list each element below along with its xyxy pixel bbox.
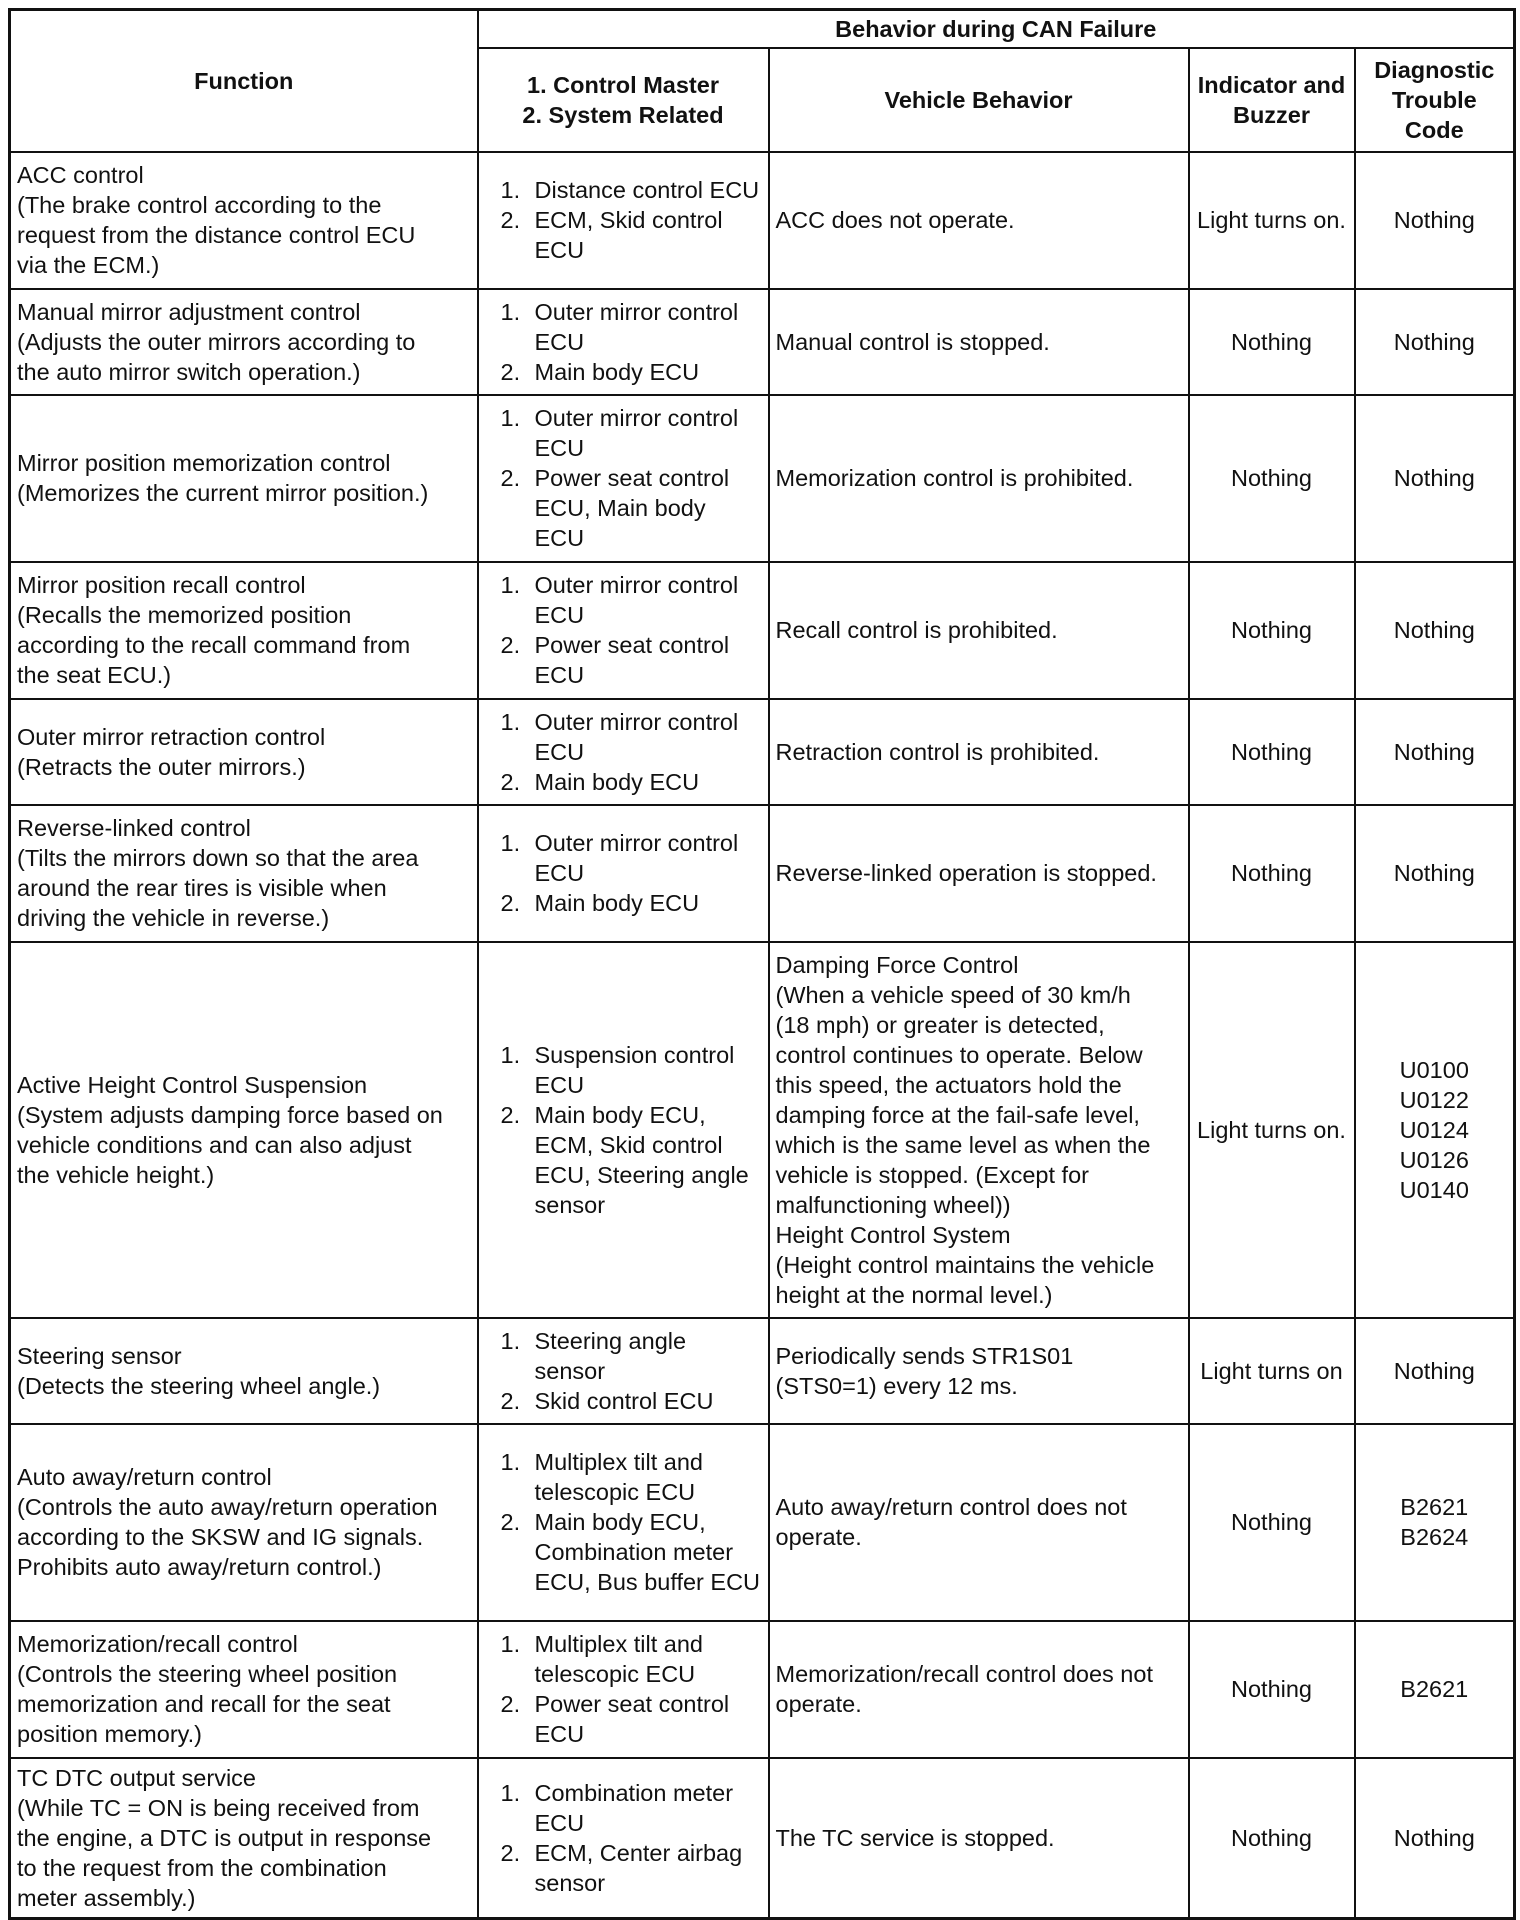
control-cell	[478, 1318, 769, 1424]
function-cell	[10, 1318, 478, 1424]
header-behavior-group: Behavior during CAN Failure	[478, 10, 1515, 48]
function-line: (While TC = ON is being received from	[17, 1794, 420, 1821]
header-dtc-line: Diagnostic	[1374, 56, 1495, 83]
dtc-cell	[1355, 1621, 1515, 1758]
function-line: to the request from the combination	[17, 1854, 387, 1881]
table-row	[10, 289, 1515, 395]
indicator-cell: Nothing	[1189, 1424, 1355, 1621]
function-line: Mirror position memorization control	[17, 450, 391, 476]
dtc-code: B2621	[1400, 1494, 1469, 1520]
dtc-cell	[1355, 289, 1515, 395]
dtc-code: U0122	[1399, 1086, 1469, 1113]
control-cell	[478, 942, 769, 1318]
control-item: Outer mirror control ECU	[534, 708, 739, 765]
control-item: Power seat control ECU	[534, 632, 730, 688]
header-control-master-line: 1. Control Master	[527, 71, 719, 98]
dtc-code: Nothing	[1393, 465, 1475, 491]
function-line: meter assembly.)	[17, 1884, 196, 1911]
can-failure-table	[8, 8, 1516, 1920]
dtc-cell	[1355, 562, 1515, 699]
control-cell	[478, 395, 769, 562]
function-line: (System adjusts damping force based on	[17, 1101, 443, 1128]
function-line: (Tilts the mirrors down so that the area	[17, 845, 419, 871]
function-line: according to the recall command from	[17, 632, 411, 658]
function-line: around the rear tires is visible when	[17, 875, 387, 901]
header-vehicle-behavior: Vehicle Behavior	[769, 48, 1189, 152]
vehicle-behavior-cell	[769, 942, 1189, 1318]
behavior-line: Auto away/return control does not	[775, 1494, 1127, 1520]
control-item: Suspension control ECU	[534, 1041, 735, 1098]
indicator-cell: Nothing	[1189, 805, 1355, 942]
function-line: (The brake control according to the	[17, 192, 382, 218]
function-line: Prohibits auto away/return control.)	[17, 1554, 382, 1580]
function-line: request from the distance control ECU	[17, 222, 416, 248]
control-item: Main body ECU, Combination meter ECU, Bus buffer ECU	[534, 1509, 761, 1595]
function-cell	[10, 699, 478, 805]
behavior-line: (When a vehicle speed of 30 km/h	[775, 981, 1131, 1008]
behavior-line: Periodically sends STR1S01	[775, 1342, 1074, 1369]
dtc-cell	[1355, 699, 1515, 805]
behavior-line: (18 mph) or greater is detected,	[775, 1011, 1105, 1038]
function-line: according to the SKSW and IG signals.	[17, 1524, 424, 1550]
control-item: ECM, Skid control ECU	[534, 207, 723, 263]
header-dtc-line: Trouble	[1391, 86, 1477, 113]
function-line: the vehicle height.)	[17, 1161, 215, 1188]
header-row-top	[10, 10, 1515, 48]
behavior-line: Height Control System	[775, 1221, 1011, 1248]
function-cell	[10, 1758, 478, 1919]
dtc-code: Nothing	[1393, 738, 1475, 765]
control-item: Main body ECU	[534, 768, 700, 795]
control-cell	[478, 152, 769, 289]
dtc-code: U0100	[1399, 1056, 1469, 1083]
control-item: Distance control ECU	[534, 177, 760, 203]
control-list	[485, 1629, 762, 1749]
behavior-line: operate.	[775, 1691, 862, 1717]
behavior-line: height at the normal level.)	[775, 1281, 1053, 1308]
control-cell	[478, 562, 769, 699]
control-list	[485, 297, 762, 387]
dtc-code: U0140	[1399, 1176, 1469, 1203]
indicator-cell: Light turns on	[1189, 1318, 1355, 1424]
dtc-cell	[1355, 1758, 1515, 1919]
behavior-line: Memorization control is prohibited.	[775, 465, 1134, 491]
dtc-code: Nothing	[1393, 328, 1475, 355]
control-list	[485, 1778, 762, 1898]
function-line: Memorization/recall control	[17, 1631, 298, 1657]
function-line: ACC control	[17, 162, 144, 188]
function-line: (Adjusts the outer mirrors according to	[17, 328, 416, 355]
control-list	[485, 707, 762, 797]
control-item: Steering angle sensor	[534, 1327, 687, 1384]
table-row	[10, 1318, 1515, 1424]
indicator-cell: Nothing	[1189, 562, 1355, 699]
header-control-master	[478, 48, 769, 152]
vehicle-behavior-cell	[769, 805, 1189, 942]
dtc-code: U0124	[1399, 1116, 1469, 1143]
header-indicator-line: Indicator and	[1197, 71, 1346, 98]
function-line: memorization and recall for the seat	[17, 1691, 391, 1717]
control-list	[485, 403, 762, 553]
function-line: (Memorizes the current mirror position.)	[17, 480, 429, 506]
control-item: Skid control ECU	[534, 1387, 714, 1414]
vehicle-behavior-cell	[769, 1758, 1189, 1919]
control-list	[485, 570, 762, 690]
behavior-line: vehicle is stopped. (Except for	[775, 1161, 1089, 1188]
header-indicator	[1189, 48, 1355, 152]
dtc-code: B2621	[1400, 1676, 1469, 1702]
control-item: Multiplex tilt and telescopic ECU	[534, 1449, 703, 1505]
behavior-line: Damping Force Control	[775, 951, 1019, 978]
function-line: Steering sensor	[17, 1342, 182, 1369]
vehicle-behavior-cell	[769, 699, 1189, 805]
control-item: ECM, Center airbag sensor	[534, 1839, 743, 1896]
function-line: the seat ECU.)	[17, 662, 172, 688]
function-line: (Retracts the outer mirrors.)	[17, 753, 306, 780]
dtc-code: Nothing	[1393, 860, 1475, 886]
table-row	[10, 1758, 1515, 1919]
indicator-cell: Light turns on.	[1189, 942, 1355, 1318]
behavior-line: which is the same level as when the	[775, 1131, 1151, 1158]
dtc-cell	[1355, 805, 1515, 942]
dtc-cell	[1355, 942, 1515, 1318]
table-row	[10, 942, 1515, 1318]
control-list	[485, 828, 762, 918]
function-line: the auto mirror switch operation.)	[17, 358, 361, 385]
function-line: (Recalls the memorized position	[17, 602, 352, 628]
behavior-line: Manual control is stopped.	[775, 328, 1050, 355]
function-line: (Controls the steering wheel position	[17, 1661, 398, 1687]
behavior-line: control continues to operate. Below	[775, 1041, 1143, 1068]
dtc-code: B2624	[1400, 1524, 1469, 1550]
function-line: vehicle conditions and can also adjust	[17, 1131, 412, 1158]
table-row	[10, 1424, 1515, 1621]
vehicle-behavior-cell	[769, 289, 1189, 395]
control-item: Power seat control ECU	[534, 1691, 730, 1747]
vehicle-behavior-cell	[769, 562, 1189, 699]
header-dtc	[1355, 48, 1515, 152]
control-item: Main body ECU	[534, 358, 700, 385]
behavior-line: The TC service is stopped.	[775, 1824, 1055, 1851]
control-cell	[478, 699, 769, 805]
table-row	[10, 395, 1515, 562]
indicator-cell: Nothing	[1189, 699, 1355, 805]
table-row	[10, 1621, 1515, 1758]
dtc-cell	[1355, 1424, 1515, 1621]
control-item: Power seat control ECU, Main body ECU	[534, 465, 730, 551]
function-line: TC DTC output service	[17, 1764, 256, 1791]
control-list	[485, 175, 762, 265]
indicator-cell: Nothing	[1189, 289, 1355, 395]
function-line: Auto away/return control	[17, 1464, 272, 1490]
function-line: position memory.)	[17, 1721, 203, 1747]
vehicle-behavior-cell	[769, 1621, 1189, 1758]
control-cell	[478, 805, 769, 942]
table-row	[10, 805, 1515, 942]
indicator-cell: Nothing	[1189, 395, 1355, 562]
control-item: Outer mirror control ECU	[534, 298, 739, 355]
header-indicator-line: Buzzer	[1232, 101, 1311, 128]
indicator-cell: Light turns on.	[1189, 152, 1355, 289]
indicator-cell: Nothing	[1189, 1758, 1355, 1919]
control-item: Outer mirror control ECU	[534, 572, 739, 628]
dtc-code: Nothing	[1393, 617, 1475, 643]
behavior-line: Reverse-linked operation is stopped.	[775, 860, 1157, 886]
function-line: (Detects the steering wheel angle.)	[17, 1372, 381, 1399]
vehicle-behavior-cell	[769, 1424, 1189, 1621]
dtc-cell	[1355, 1318, 1515, 1424]
behavior-line: (Height control maintains the vehicle	[775, 1251, 1155, 1278]
vehicle-behavior-cell	[769, 395, 1189, 562]
control-list	[485, 1040, 762, 1220]
dtc-cell	[1355, 152, 1515, 289]
dtc-code: Nothing	[1393, 1824, 1475, 1851]
function-line: Manual mirror adjustment control	[17, 298, 361, 325]
control-list	[485, 1447, 762, 1597]
behavior-line: Recall control is prohibited.	[775, 617, 1058, 643]
behavior-line: Retraction control is prohibited.	[775, 738, 1100, 765]
control-cell	[478, 289, 769, 395]
function-cell	[10, 805, 478, 942]
header-control-master-line: 2. System Related	[522, 101, 724, 128]
control-item: Main body ECU	[534, 890, 700, 916]
control-item: Combination meter ECU	[534, 1779, 734, 1836]
behavior-line: ACC does not operate.	[775, 207, 1015, 233]
control-item: Main body ECU, ECM, Skid control ECU, Steering angle sensor	[534, 1101, 749, 1218]
function-cell	[10, 1621, 478, 1758]
dtc-cell	[1355, 395, 1515, 562]
vehicle-behavior-cell	[769, 152, 1189, 289]
behavior-line: Memorization/recall control does not	[775, 1661, 1153, 1687]
function-cell	[10, 289, 478, 395]
table-row	[10, 152, 1515, 289]
control-cell	[478, 1424, 769, 1621]
function-line: (Controls the auto away/return operation	[17, 1494, 438, 1520]
function-line: driving the vehicle in reverse.)	[17, 905, 330, 931]
behavior-line: (STS0=1) every 12 ms.	[775, 1372, 1018, 1399]
function-cell	[10, 942, 478, 1318]
function-cell	[10, 562, 478, 699]
function-line: Reverse-linked control	[17, 815, 251, 841]
dtc-code: Nothing	[1393, 1357, 1475, 1384]
function-line: via the ECM.)	[17, 252, 160, 278]
function-cell	[10, 395, 478, 562]
header-dtc-line: Code	[1404, 116, 1464, 143]
control-item: Outer mirror control ECU	[534, 830, 739, 886]
behavior-line: malfunctioning wheel))	[775, 1191, 1011, 1218]
behavior-line: operate.	[775, 1524, 862, 1550]
function-line: Outer mirror retraction control	[17, 723, 326, 750]
control-item: Multiplex tilt and telescopic ECU	[534, 1631, 703, 1687]
indicator-cell: Nothing	[1189, 1621, 1355, 1758]
control-list	[485, 1326, 762, 1416]
header-function: Function	[10, 10, 478, 152]
table-body	[10, 152, 1515, 1919]
function-cell	[10, 152, 478, 289]
vehicle-behavior-cell	[769, 1318, 1189, 1424]
behavior-line: this speed, the actuators hold the	[775, 1071, 1122, 1098]
function-line: Active Height Control Suspension	[17, 1071, 368, 1098]
function-line: the engine, a DTC is output in response	[17, 1824, 432, 1851]
table-row	[10, 699, 1515, 805]
control-item: Outer mirror control ECU	[534, 405, 739, 461]
dtc-code: U0126	[1399, 1146, 1469, 1173]
behavior-line: damping force at the fail-safe level,	[775, 1101, 1140, 1128]
dtc-code: Nothing	[1393, 207, 1475, 233]
function-line: Mirror position recall control	[17, 572, 306, 598]
table-row	[10, 562, 1515, 699]
control-cell	[478, 1758, 769, 1919]
function-cell	[10, 1424, 478, 1621]
control-cell	[478, 1621, 769, 1758]
